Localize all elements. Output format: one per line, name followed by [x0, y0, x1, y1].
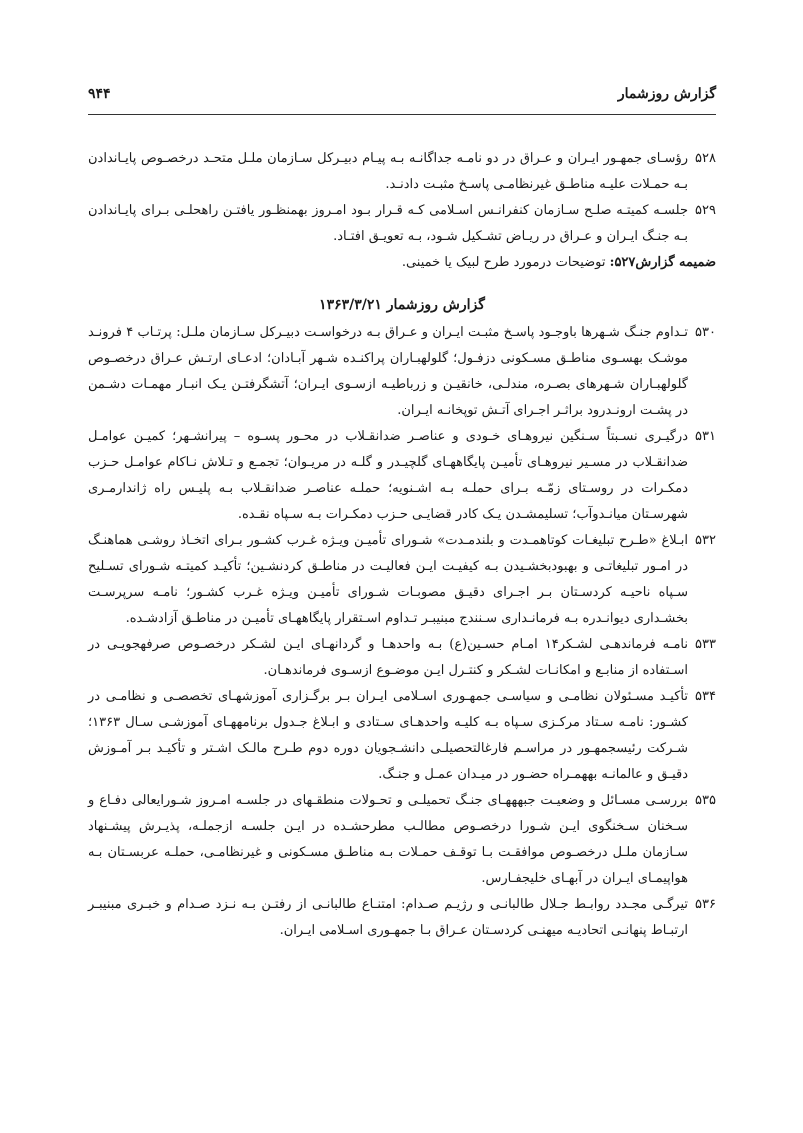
appendix-note [88, 250, 716, 276]
entry-number: ۵۳۴ [695, 689, 716, 704]
entry-530 [88, 320, 716, 424]
running-title: گزارش روزشمار [617, 86, 716, 102]
entry-text: تیرگـی مجـدد روابـط جـلال طالبانـی و رژیـم صـدام: امتنـاع طالبانـی از رفتـن بـه نـزد صـدام و خبـری مبنیبـر ارتبـاط پنهانـی اتحادیـه میهنـی کردسـتان عـراق بـا جمهـوری اسـلامی ایـران. [88, 897, 688, 938]
page-header [88, 86, 716, 108]
entry-text: بررسـی مسـائل و وضعیـت جبهههـای جنـگ تحمیلـی و تحـولات منطقـهای در جلسـه امـروز شـورایعالی دفـاع و سـخنان سـخنگوی ایـن شـورا درخصـوص مطالـب مطرحشـده در ایـن جلسـه ازجملـه، پذیـرش پیشـنهاد سـازمان ملـل درخصـوص موافقـت بـا توقـف حمـلات بـه مناطـق مسـکونی و غیرنظامـی، حملـه عربسـتان بـه هواپیمـای ایـران در آبهـای خلیجفـارس. [88, 793, 688, 886]
entry-number: ۵۳۰ [695, 325, 716, 340]
document-page [88, 0, 716, 1133]
entry-text: جلسـه کمیتـه صلـح سـازمان کنفرانـس اسـلامی کـه قـرار بـود امـروز بهمنظـور یافتـن راهحلـی بـرای پایـاندادن بـه جنـگ ایـران و عـراق در ریـاض تشـکیل شـود، بـه تعویـق افتـاد. [88, 203, 688, 244]
entry-number: ۵۳۳ [695, 637, 716, 652]
entry-text: درگیـری نسـبتاً سـنگین نیروهـای خـودی و عناصـر ضدانقـلاب در محـور پسـوه – پیرانشـهر؛ کمیـن عوامـل ضدانقـلاب در مسـیر نیروهـای تأمیـن پایگاههـای گلچیـدر و گلـه در مریـوان؛ تجمـع و تـلاش نـاکام عوامـل حـزب دمکـرات در روسـتای زمّـه بـرای حملـه بـه اشـنویه؛ حملـه عناصـر ضدانقـلاب بـه پلیـس راه ژاندارمـری شهرسـتان میانـدوآب؛ تسلیمشـدن یـک کادر قضایـی حـزب دمکـرات بـه سـپاه نقـده. [88, 429, 688, 522]
report-title: گزارش روزشمار ۱۳۶۳/۳/۲۱ [319, 297, 485, 313]
entry-534 [88, 684, 716, 788]
appendix-text: توضیحات درمورد طرح لبیک یا خمینی. [401, 255, 610, 270]
entry-535 [88, 788, 716, 892]
entry-number: ۵۲۹ [695, 203, 716, 218]
entry-number: ۵۲۸ [695, 151, 716, 166]
entry-529 [88, 198, 716, 250]
entry-528 [88, 146, 716, 198]
entry-536 [88, 892, 716, 944]
entry-text: رؤسـای جمهـور ایـران و عـراق در دو نامـه جداگانـه بـه پیـام دبیـرکل سـازمان ملـل متحـد درخصـوص پایـاندادن بـه حمـلات علیـه مناطـق غیرنظامـی پاسـخ مثبـت دادنـد. [88, 151, 688, 192]
entry-number: ۵۳۶ [695, 897, 716, 912]
entry-532 [88, 528, 716, 632]
entry-text: تـداوم جنـگ شـهرها باوجـود پاسـخ مثبـت ایـران و عـراق بـه درخواسـت دبیـرکل سـازمان ملـل: پرتـاب ۴ فرونـد موشـک بهسـوی مناطـق مسـکونی دزفـول؛ گلولهبـاران پراکنـده شـهر آبـادان؛ ادعـای ارتـش عـراق درخصـوص گلولهبـاران شـهرهای بصـره، مندلـی، خانقیـن و زرباطیـه ازسـوی ایـران؛ آتشگرفتـن یـک انبـار مهمـات دشـمن در پشـت ارونـدرود براثـر اجـرای آتـش توپخانـه ایـران. [88, 325, 688, 418]
entry-533 [88, 632, 716, 684]
entry-text: نامـه فرماندهـی لشـکر۱۴ امـام حسـین(ع) بـه واحدهـا و گردانهـای ایـن لشـکر درخصـوص صرفهجویـی در اسـتفاده از منابـع و امکانـات لشـکر و کنتـرل ایـن موضـوع ازسـوی فرماندهـان. [88, 637, 688, 678]
document-body [88, 146, 716, 944]
entry-number: ۵۳۲ [695, 533, 716, 548]
entry-531 [88, 424, 716, 528]
page-number: ۹۴۴ [88, 86, 111, 102]
entry-text: تأکیـد مسـئولان نظامـی و سیاسـی جمهـوری اسـلامی ایـران بـر برگـزاری آموزشهـای تخصصـی و نظامـی در کشـور: نامـه سـتاد مرکـزی سـپاه بـه کلیـه واحدهـای سـتادی و ابـلاغ جـدول برنامههـای آموزشـی سـال ۱۳۶۳؛ شـرکت رئیسجمهـور در مراسـم فارغالتحصیلـی دانشـجویان دوره دوم طـرح مالـک اشـتر و تأکیـد بـر آمـوزش دقیـق و عالمانـه بههمـراه حضـور در میـدان عمـل و جنـگ. [88, 689, 688, 782]
entry-number: ۵۳۱ [695, 429, 716, 444]
header-divider [88, 114, 716, 115]
entry-number: ۵۳۵ [695, 793, 716, 808]
entry-text: ابـلاغ «طـرح تبلیغـات کوتاهمـدت و بلندمـدت» شـورای تأمیـن ویـژه غـرب کشـور بـرای اتخـاذ روشـی هماهنـگ در امـور تبلیغاتـی و بهبودبخشـیدن بـه کیفیـت ایـن فعالیـت در مناطـق کردنشـین؛ تأکیـد کمیتـه شـورای تسـلیح سـپاه ناحیـه کردسـتان بـر اجـرای دقیـق مصوبـات شـورای تأمیـن ویـژه غـرب کشـور؛ نامـه سرپرسـت بخشـداری دیوانـدره بـه فرمانـداری سـنندج مبنیبـر تـداوم اسـتقرار پایگاههـای تأمیـن در مناطـق آزادشـده. [88, 533, 688, 626]
appendix-label: ضمیمه گزارش۵۲۷: [609, 255, 716, 270]
